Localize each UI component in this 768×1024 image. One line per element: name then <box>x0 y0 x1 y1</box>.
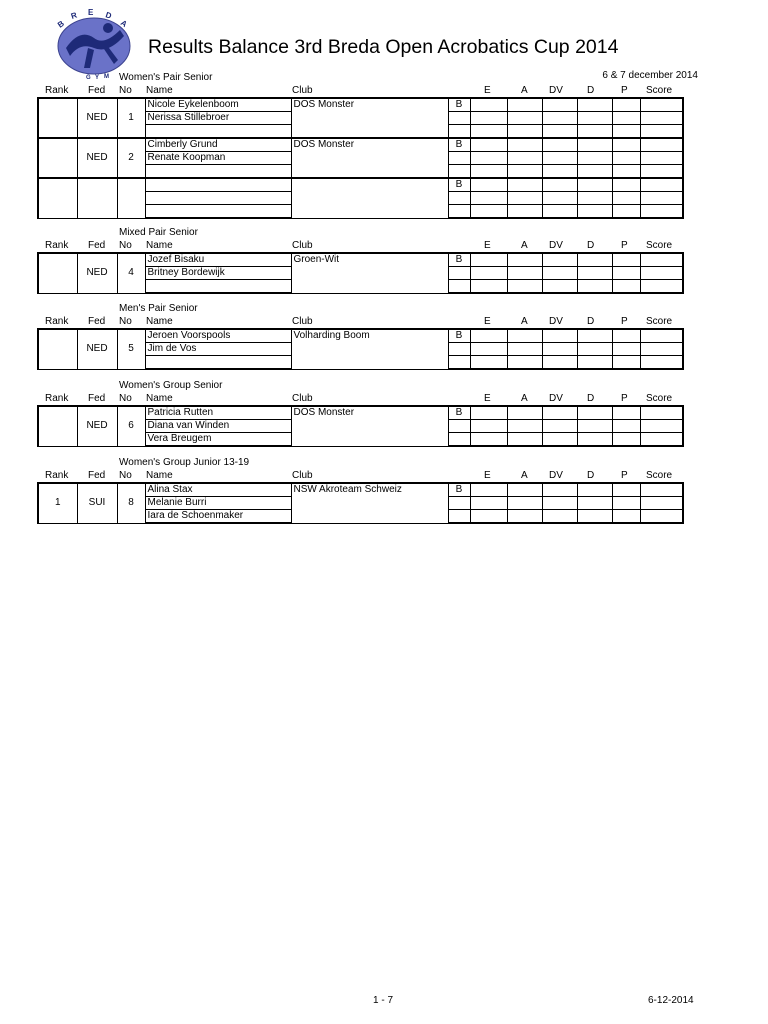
score-a-cell <box>507 165 542 179</box>
column-header-name: Name <box>146 470 173 481</box>
apparatus-mark: B <box>448 138 470 152</box>
apparatus-mark: B <box>448 178 470 192</box>
column-header-no: No <box>119 240 132 251</box>
column-header-fed: Fed <box>88 393 106 404</box>
score-d-cell <box>577 125 612 139</box>
score-d-cell <box>577 356 612 370</box>
results-table <box>37 328 684 370</box>
member-name: Nerissa Stillebroer <box>145 112 291 125</box>
column-header-p: P <box>621 470 628 481</box>
score-e-cell <box>470 406 507 420</box>
score-e-cell <box>470 98 507 112</box>
score-p-cell <box>612 152 640 165</box>
score-dv-cell <box>542 205 577 219</box>
score-dv-cell <box>542 138 577 152</box>
score-e-cell <box>470 205 507 219</box>
score-dv-cell <box>542 406 577 420</box>
member-name: Renate Koopman <box>145 152 291 165</box>
column-header-club: Club <box>292 85 313 96</box>
table-row <box>38 483 683 497</box>
score-p-cell <box>612 138 640 152</box>
member-name: Jozef Bisaku <box>145 253 291 267</box>
apparatus-mark <box>448 205 470 219</box>
score-d-cell <box>577 138 612 152</box>
fed-cell: NED <box>77 98 117 138</box>
score-total-cell <box>640 112 683 125</box>
member-name: Melanie Burri <box>145 497 291 510</box>
rank-cell <box>38 178 77 218</box>
score-dv-cell <box>542 253 577 267</box>
apparatus-mark <box>448 165 470 179</box>
results-table <box>37 405 684 447</box>
score-a-cell <box>507 253 542 267</box>
score-dv-cell <box>542 329 577 343</box>
column-header-rank: Rank <box>45 85 69 96</box>
category-title: Mixed Pair Senior <box>119 227 198 238</box>
score-total-cell <box>640 165 683 179</box>
column-header-name: Name <box>146 393 173 404</box>
results-table <box>37 97 684 219</box>
club-cell <box>291 178 448 218</box>
column-header-no: No <box>119 85 132 96</box>
logo-letter: Y <box>95 75 100 80</box>
score-e-cell <box>470 178 507 192</box>
column-header-d: D <box>587 470 595 481</box>
score-a-cell <box>507 343 542 356</box>
score-a-cell <box>507 205 542 219</box>
column-header-fed: Fed <box>88 470 106 481</box>
score-total-cell <box>640 406 683 420</box>
score-dv-cell <box>542 420 577 433</box>
score-p-cell <box>612 406 640 420</box>
score-p-cell <box>612 510 640 524</box>
club-cell: Volharding Boom <box>291 329 448 369</box>
score-p-cell <box>612 253 640 267</box>
score-a-cell <box>507 138 542 152</box>
column-header-p: P <box>621 393 628 404</box>
score-dv-cell <box>542 125 577 139</box>
column-header-a: A <box>521 470 528 481</box>
apparatus-mark <box>448 420 470 433</box>
score-d-cell <box>577 510 612 524</box>
column-header-score: Score <box>646 240 673 251</box>
table-row <box>38 253 683 267</box>
column-header-no: No <box>119 316 132 327</box>
score-a-cell <box>507 280 542 294</box>
score-total-cell <box>640 205 683 219</box>
no-cell: 2 <box>117 138 145 178</box>
column-header-rank: Rank <box>45 316 69 327</box>
column-header-score: Score <box>646 316 673 327</box>
score-p-cell <box>612 356 640 370</box>
column-header-club: Club <box>292 316 313 327</box>
club-cell: DOS Monster <box>291 138 448 178</box>
score-total-cell <box>640 125 683 139</box>
score-total-cell <box>640 497 683 510</box>
category-title: Men's Pair Senior <box>119 303 198 314</box>
score-total-cell <box>640 192 683 205</box>
member-name <box>145 280 291 294</box>
score-d-cell <box>577 267 612 280</box>
score-e-cell <box>470 343 507 356</box>
page-title: Results Balance 3rd Breda Open Acrobatics Cup 2014 <box>148 36 619 58</box>
column-header-a: A <box>521 85 528 96</box>
fed-cell <box>77 178 117 218</box>
apparatus-mark <box>448 192 470 205</box>
score-e-cell <box>470 267 507 280</box>
results-table <box>37 482 684 524</box>
column-header-d: D <box>587 240 595 251</box>
table-row <box>38 138 683 152</box>
apparatus-mark: B <box>448 98 470 112</box>
score-e-cell <box>470 329 507 343</box>
score-total-cell <box>640 98 683 112</box>
table-row <box>38 329 683 343</box>
apparatus-mark <box>448 112 470 125</box>
score-dv-cell <box>542 267 577 280</box>
score-a-cell <box>507 125 542 139</box>
member-name <box>145 178 291 192</box>
column-header-e: E <box>484 393 491 404</box>
score-d-cell <box>577 205 612 219</box>
score-a-cell <box>507 433 542 447</box>
column-header-rank: Rank <box>45 393 69 404</box>
no-cell: 6 <box>117 406 145 446</box>
member-name <box>145 205 291 219</box>
score-a-cell <box>507 267 542 280</box>
score-dv-cell <box>542 343 577 356</box>
column-header-rank: Rank <box>45 240 69 251</box>
score-d-cell <box>577 152 612 165</box>
score-e-cell <box>470 433 507 447</box>
score-p-cell <box>612 267 640 280</box>
score-e-cell <box>470 420 507 433</box>
apparatus-mark <box>448 343 470 356</box>
column-header-dv: DV <box>549 240 563 251</box>
score-p-cell <box>612 165 640 179</box>
score-a-cell <box>507 483 542 497</box>
apparatus-mark <box>448 497 470 510</box>
score-p-cell <box>612 112 640 125</box>
member-name <box>145 356 291 370</box>
column-header-a: A <box>521 393 528 404</box>
member-name: Jeroen Voorspools <box>145 329 291 343</box>
score-p-cell <box>612 329 640 343</box>
score-total-cell <box>640 356 683 370</box>
score-e-cell <box>470 138 507 152</box>
column-header-club: Club <box>292 240 313 251</box>
club-cell: NSW Akroteam Schweiz <box>291 483 448 523</box>
score-d-cell <box>577 165 612 179</box>
logo-letter: M <box>104 74 109 80</box>
score-total-cell <box>640 280 683 294</box>
score-d-cell <box>577 112 612 125</box>
score-dv-cell <box>542 98 577 112</box>
logo-letter: R <box>69 10 79 21</box>
apparatus-mark <box>448 433 470 447</box>
column-header-p: P <box>621 240 628 251</box>
score-total-cell <box>640 152 683 165</box>
score-a-cell <box>507 420 542 433</box>
column-header-club: Club <box>292 393 313 404</box>
column-header-p: P <box>621 85 628 96</box>
score-a-cell <box>507 98 542 112</box>
score-p-cell <box>612 483 640 497</box>
breda-gym-logo <box>50 8 140 80</box>
score-e-cell <box>470 280 507 294</box>
score-e-cell <box>470 125 507 139</box>
score-e-cell <box>470 192 507 205</box>
score-dv-cell <box>542 433 577 447</box>
fed-cell: NED <box>77 329 117 369</box>
apparatus-mark <box>448 510 470 524</box>
score-dv-cell <box>542 356 577 370</box>
column-header-e: E <box>484 240 491 251</box>
member-name <box>145 165 291 179</box>
fed-cell: NED <box>77 138 117 178</box>
score-a-cell <box>507 329 542 343</box>
score-total-cell <box>640 510 683 524</box>
column-header-name: Name <box>146 316 173 327</box>
no-cell: 5 <box>117 329 145 369</box>
score-dv-cell <box>542 510 577 524</box>
apparatus-mark: B <box>448 329 470 343</box>
score-d-cell <box>577 497 612 510</box>
no-cell: 8 <box>117 483 145 523</box>
apparatus-mark: B <box>448 406 470 420</box>
score-total-cell <box>640 267 683 280</box>
score-p-cell <box>612 125 640 139</box>
member-name <box>145 192 291 205</box>
score-total-cell <box>640 178 683 192</box>
score-total-cell <box>640 420 683 433</box>
score-d-cell <box>577 420 612 433</box>
score-p-cell <box>612 497 640 510</box>
apparatus-mark <box>448 280 470 294</box>
logo-letter: E <box>88 8 94 17</box>
print-date: 6-12-2014 <box>648 995 694 1006</box>
score-dv-cell <box>542 483 577 497</box>
column-header-rank: Rank <box>45 470 69 481</box>
rank-cell <box>38 329 77 369</box>
score-a-cell <box>507 152 542 165</box>
score-a-cell <box>507 192 542 205</box>
club-cell: DOS Monster <box>291 406 448 446</box>
column-header-no: No <box>119 470 132 481</box>
fed-cell: SUI <box>77 483 117 523</box>
score-a-cell <box>507 112 542 125</box>
member-name: Jim de Vos <box>145 343 291 356</box>
score-a-cell <box>507 178 542 192</box>
score-p-cell <box>612 433 640 447</box>
column-header-club: Club <box>292 470 313 481</box>
logo-letter: D <box>104 10 113 21</box>
score-d-cell <box>577 98 612 112</box>
score-d-cell <box>577 178 612 192</box>
column-header-dv: DV <box>549 470 563 481</box>
logo-letter: A <box>118 18 129 29</box>
member-name <box>145 125 291 139</box>
score-total-cell <box>640 343 683 356</box>
score-d-cell <box>577 280 612 294</box>
no-cell <box>117 178 145 218</box>
score-a-cell <box>507 356 542 370</box>
no-cell: 1 <box>117 98 145 138</box>
score-e-cell <box>470 356 507 370</box>
score-dv-cell <box>542 178 577 192</box>
column-header-score: Score <box>646 470 673 481</box>
member-name: Britney Bordewijk <box>145 267 291 280</box>
column-header-name: Name <box>146 85 173 96</box>
member-name: Cimberly Grund <box>145 138 291 152</box>
score-d-cell <box>577 406 612 420</box>
score-e-cell <box>470 112 507 125</box>
score-e-cell <box>470 483 507 497</box>
logo-letter: B <box>55 18 66 30</box>
score-p-cell <box>612 420 640 433</box>
score-p-cell <box>612 343 640 356</box>
score-total-cell <box>640 483 683 497</box>
apparatus-mark <box>448 152 470 165</box>
column-header-fed: Fed <box>88 85 106 96</box>
apparatus-mark <box>448 356 470 370</box>
fed-cell: NED <box>77 406 117 446</box>
column-header-a: A <box>521 240 528 251</box>
score-p-cell <box>612 205 640 219</box>
category-title: Women's Group Senior <box>119 380 223 391</box>
table-row <box>38 406 683 420</box>
apparatus-mark <box>448 125 470 139</box>
column-header-a: A <box>521 316 528 327</box>
column-header-fed: Fed <box>88 240 106 251</box>
column-header-dv: DV <box>549 85 563 96</box>
score-e-cell <box>470 165 507 179</box>
member-name: Iara de Schoenmaker <box>145 510 291 524</box>
score-dv-cell <box>542 152 577 165</box>
apparatus-mark: B <box>448 483 470 497</box>
member-name: Vera Breugem <box>145 433 291 447</box>
competition-date: 6 & 7 december 2014 <box>602 70 698 81</box>
score-dv-cell <box>542 112 577 125</box>
gymnast-head-icon <box>103 23 113 33</box>
score-e-cell <box>470 497 507 510</box>
column-header-dv: DV <box>549 316 563 327</box>
fed-cell: NED <box>77 253 117 293</box>
rank-cell <box>38 98 77 138</box>
score-d-cell <box>577 192 612 205</box>
score-total-cell <box>640 329 683 343</box>
results-table <box>37 252 684 294</box>
member-name: Nicole Eykelenboom <box>145 98 291 112</box>
score-a-cell <box>507 510 542 524</box>
score-d-cell <box>577 343 612 356</box>
column-header-score: Score <box>646 393 673 404</box>
column-header-name: Name <box>146 240 173 251</box>
column-header-no: No <box>119 393 132 404</box>
score-total-cell <box>640 253 683 267</box>
score-e-cell <box>470 510 507 524</box>
score-a-cell <box>507 406 542 420</box>
rank-cell <box>38 138 77 178</box>
club-cell: Groen-Wit <box>291 253 448 293</box>
score-dv-cell <box>542 192 577 205</box>
apparatus-mark: B <box>448 253 470 267</box>
logo-letter: G <box>86 75 91 80</box>
column-header-d: D <box>587 316 595 327</box>
table-row <box>38 178 683 192</box>
column-header-d: D <box>587 85 595 96</box>
score-d-cell <box>577 483 612 497</box>
score-p-cell <box>612 192 640 205</box>
rank-cell: 1 <box>38 483 77 523</box>
club-cell: DOS Monster <box>291 98 448 138</box>
column-header-dv: DV <box>549 393 563 404</box>
score-a-cell <box>507 497 542 510</box>
column-header-e: E <box>484 85 491 96</box>
score-p-cell <box>612 178 640 192</box>
rank-cell <box>38 253 77 293</box>
score-dv-cell <box>542 497 577 510</box>
score-d-cell <box>577 329 612 343</box>
column-header-e: E <box>484 316 491 327</box>
column-header-p: P <box>621 316 628 327</box>
column-header-d: D <box>587 393 595 404</box>
no-cell: 4 <box>117 253 145 293</box>
score-e-cell <box>470 253 507 267</box>
score-p-cell <box>612 280 640 294</box>
score-e-cell <box>470 152 507 165</box>
score-total-cell <box>640 433 683 447</box>
member-name: Diana van Winden <box>145 420 291 433</box>
member-name: Patricia Rutten <box>145 406 291 420</box>
score-dv-cell <box>542 280 577 294</box>
score-total-cell <box>640 138 683 152</box>
score-dv-cell <box>542 165 577 179</box>
category-title: Women's Pair Senior <box>119 72 213 83</box>
column-header-score: Score <box>646 85 673 96</box>
category-title: Women's Group Junior 13-19 <box>119 457 250 468</box>
column-header-e: E <box>484 470 491 481</box>
apparatus-mark <box>448 267 470 280</box>
member-name: Alina Stax <box>145 483 291 497</box>
score-d-cell <box>577 253 612 267</box>
score-p-cell <box>612 98 640 112</box>
column-header-fed: Fed <box>88 316 106 327</box>
score-d-cell <box>577 433 612 447</box>
rank-cell <box>38 406 77 446</box>
page-number: 1 - 7 <box>373 995 394 1006</box>
table-row <box>38 98 683 112</box>
